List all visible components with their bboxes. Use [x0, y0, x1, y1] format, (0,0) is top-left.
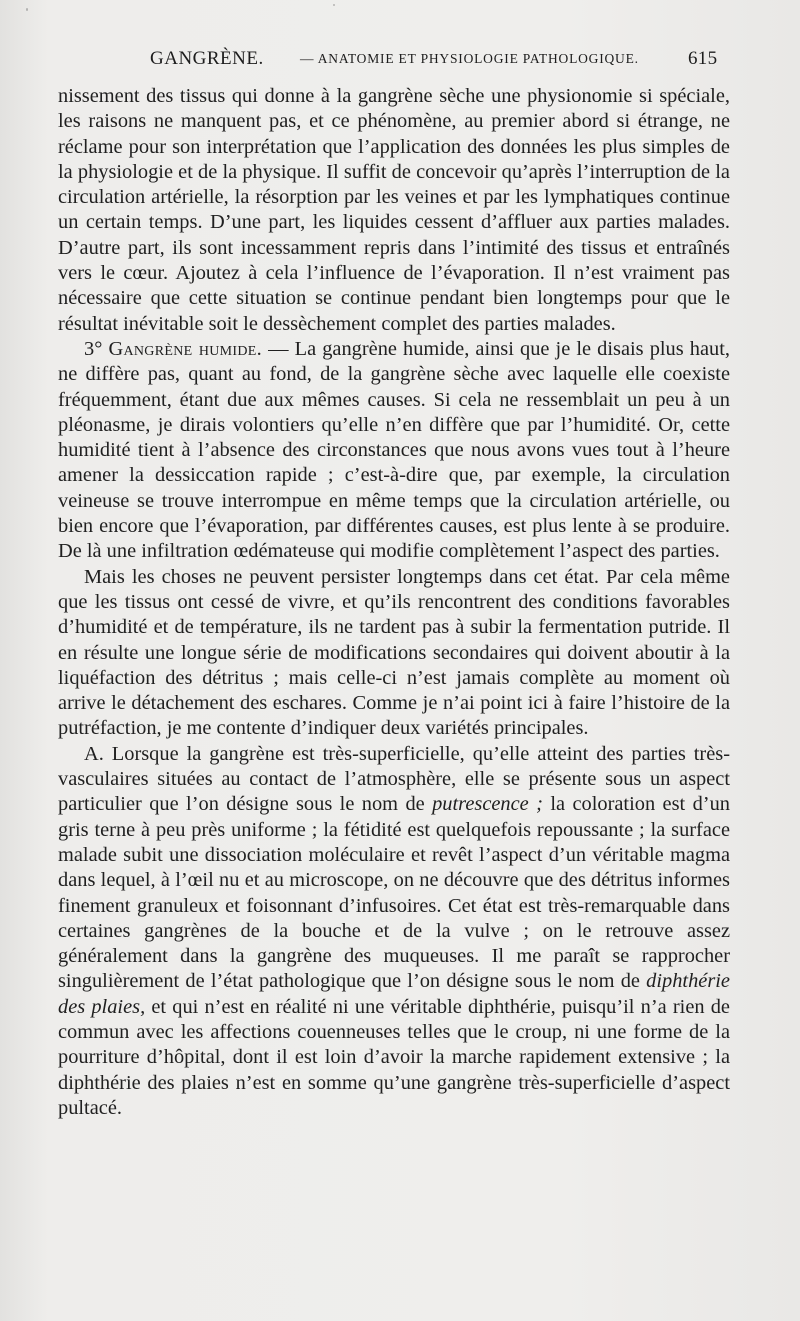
text-run: et qui n’est en réalité ni une véritable diphthérie, puisqu’il n’a rien de commun avec les affections couenneuses telles que le croup, ni une forme de la pourriture d’hôpital, dont il est loin d’avoir la marche rapidement extensive ; la diphthérie des plaies n’est en somme qu’une gangrène très-superficielle d’aspect pultacé. — [58, 995, 730, 1119]
emphasis: putrescence ; — [432, 793, 543, 816]
text-run: — La gangrène humide, ainsi que je le disais plus haut, ne diffère pas, quant au fond, de la gangrène sèche avec laquelle elle coexiste fréquemment, étant due aux mêmes causes. Si cela ne ressemblait un peu à un pléonasme, je dirais volontiers qu’elle n’en diffère que par l’humidité. Or, cette humidité tient à l’absence des circonstances que nous avons vues tout à l’heure amener la dessiccation rapide ; c’est-à-dire que, par exemple, la circulation veineuse se trouve interrompue en même temps que la circulation artérielle, ou bien encore que l’évaporation, par différentes causes, est plus lente à se produire. De là une infiltration œdémateuse qui modifie complètement l’aspect des parties. — [58, 337, 730, 563]
text-run: Mais les choses ne peuvent persister longtemps dans cet état. Par cela même que les tissus ont cessé de vivre, et qu’ils rencontrent des conditions favorables d’humidité et de température, ils ne tardent pas à subir la fermentation putride. Il en résulte une longue série de modifications secondaires qui doivent aboutir à la liquéfaction des détritus ; mais celle-ci n’est jamais complète au moment où arrive le détachement des eschares. Comme je n’ai point ici à faire l’histoire de la putréfaction, je me contente d’indiquer deux variétés principales. — [58, 565, 730, 740]
paragraph — [58, 565, 730, 742]
paragraph — [58, 84, 730, 337]
page-number: 615 — [688, 48, 718, 69]
print-speck — [26, 8, 28, 11]
chapter-title: GANGRÈNE. — [150, 48, 264, 69]
body-text — [58, 84, 730, 1121]
text-run: la coloration est d’un gris terne à peu près uniforme ; la fétidité est quelquefois repoussante ; la surface malade subit une dissociation moléculaire et revêt l’aspect d’un véritable magma dans lequel, à l’œil nu et au microscope, on ne découvre que des détritus informes finement granuleux et foisonnant d’infusoires. Cet état est très-remarquable dans certaines gangrènes de la bouche et de la vulve ; on le retrouve assez généralement dans la gangrène des muqueuses. Il me paraît se rapprocher singulièrement de l’état pathologique que l’on désigne sous le nom de — [58, 793, 730, 993]
paragraph — [58, 337, 730, 565]
emphasis: diphthérie des plaies, — [58, 970, 730, 1018]
section-heading: Gangrène humide. — [108, 337, 263, 360]
text-run: A. Lorsque la gangrène est très-superficielle, qu’elle atteint des parties très-vasculaires situées au contact de l’atmosphère, elle se présente sous un aspect particulier que l’on désigne sous le nom de — [58, 742, 730, 816]
print-speck — [333, 4, 335, 6]
paragraph — [58, 742, 730, 1121]
text-run: nissement des tissus qui donne à la gangrène sèche une physionomie si spéciale, les raisons ne manquent pas, et ce phénomène, au premier abord si étrange, ne réclame pour son interprétation que l’application des données les plus simples de la physiologie et de la physique. Il suffit de concevoir qu’après l’interruption de la circulation artérielle, la résorption par les veines et par les lymphatiques continue un certain temps. D’une part, les liquides cessent d’affluer aux parties malades. D’autre part, ils sont incessamment repris dans l’intimité des tissus et entraînés vers le cœur. Ajoutez à cela l’influence de l’évaporation. Il n’est vraiment pas nécessaire que cette situation se continue pendant bien longtemps pour que le résultat inévitable soit le dessèchement complet des parties malades. — [58, 85, 730, 335]
section-subtitle: — ANATOMIE ET PHYSIOLOGIE PATHOLOGIQUE. — [300, 51, 639, 66]
text-run: 3° — [84, 337, 109, 360]
